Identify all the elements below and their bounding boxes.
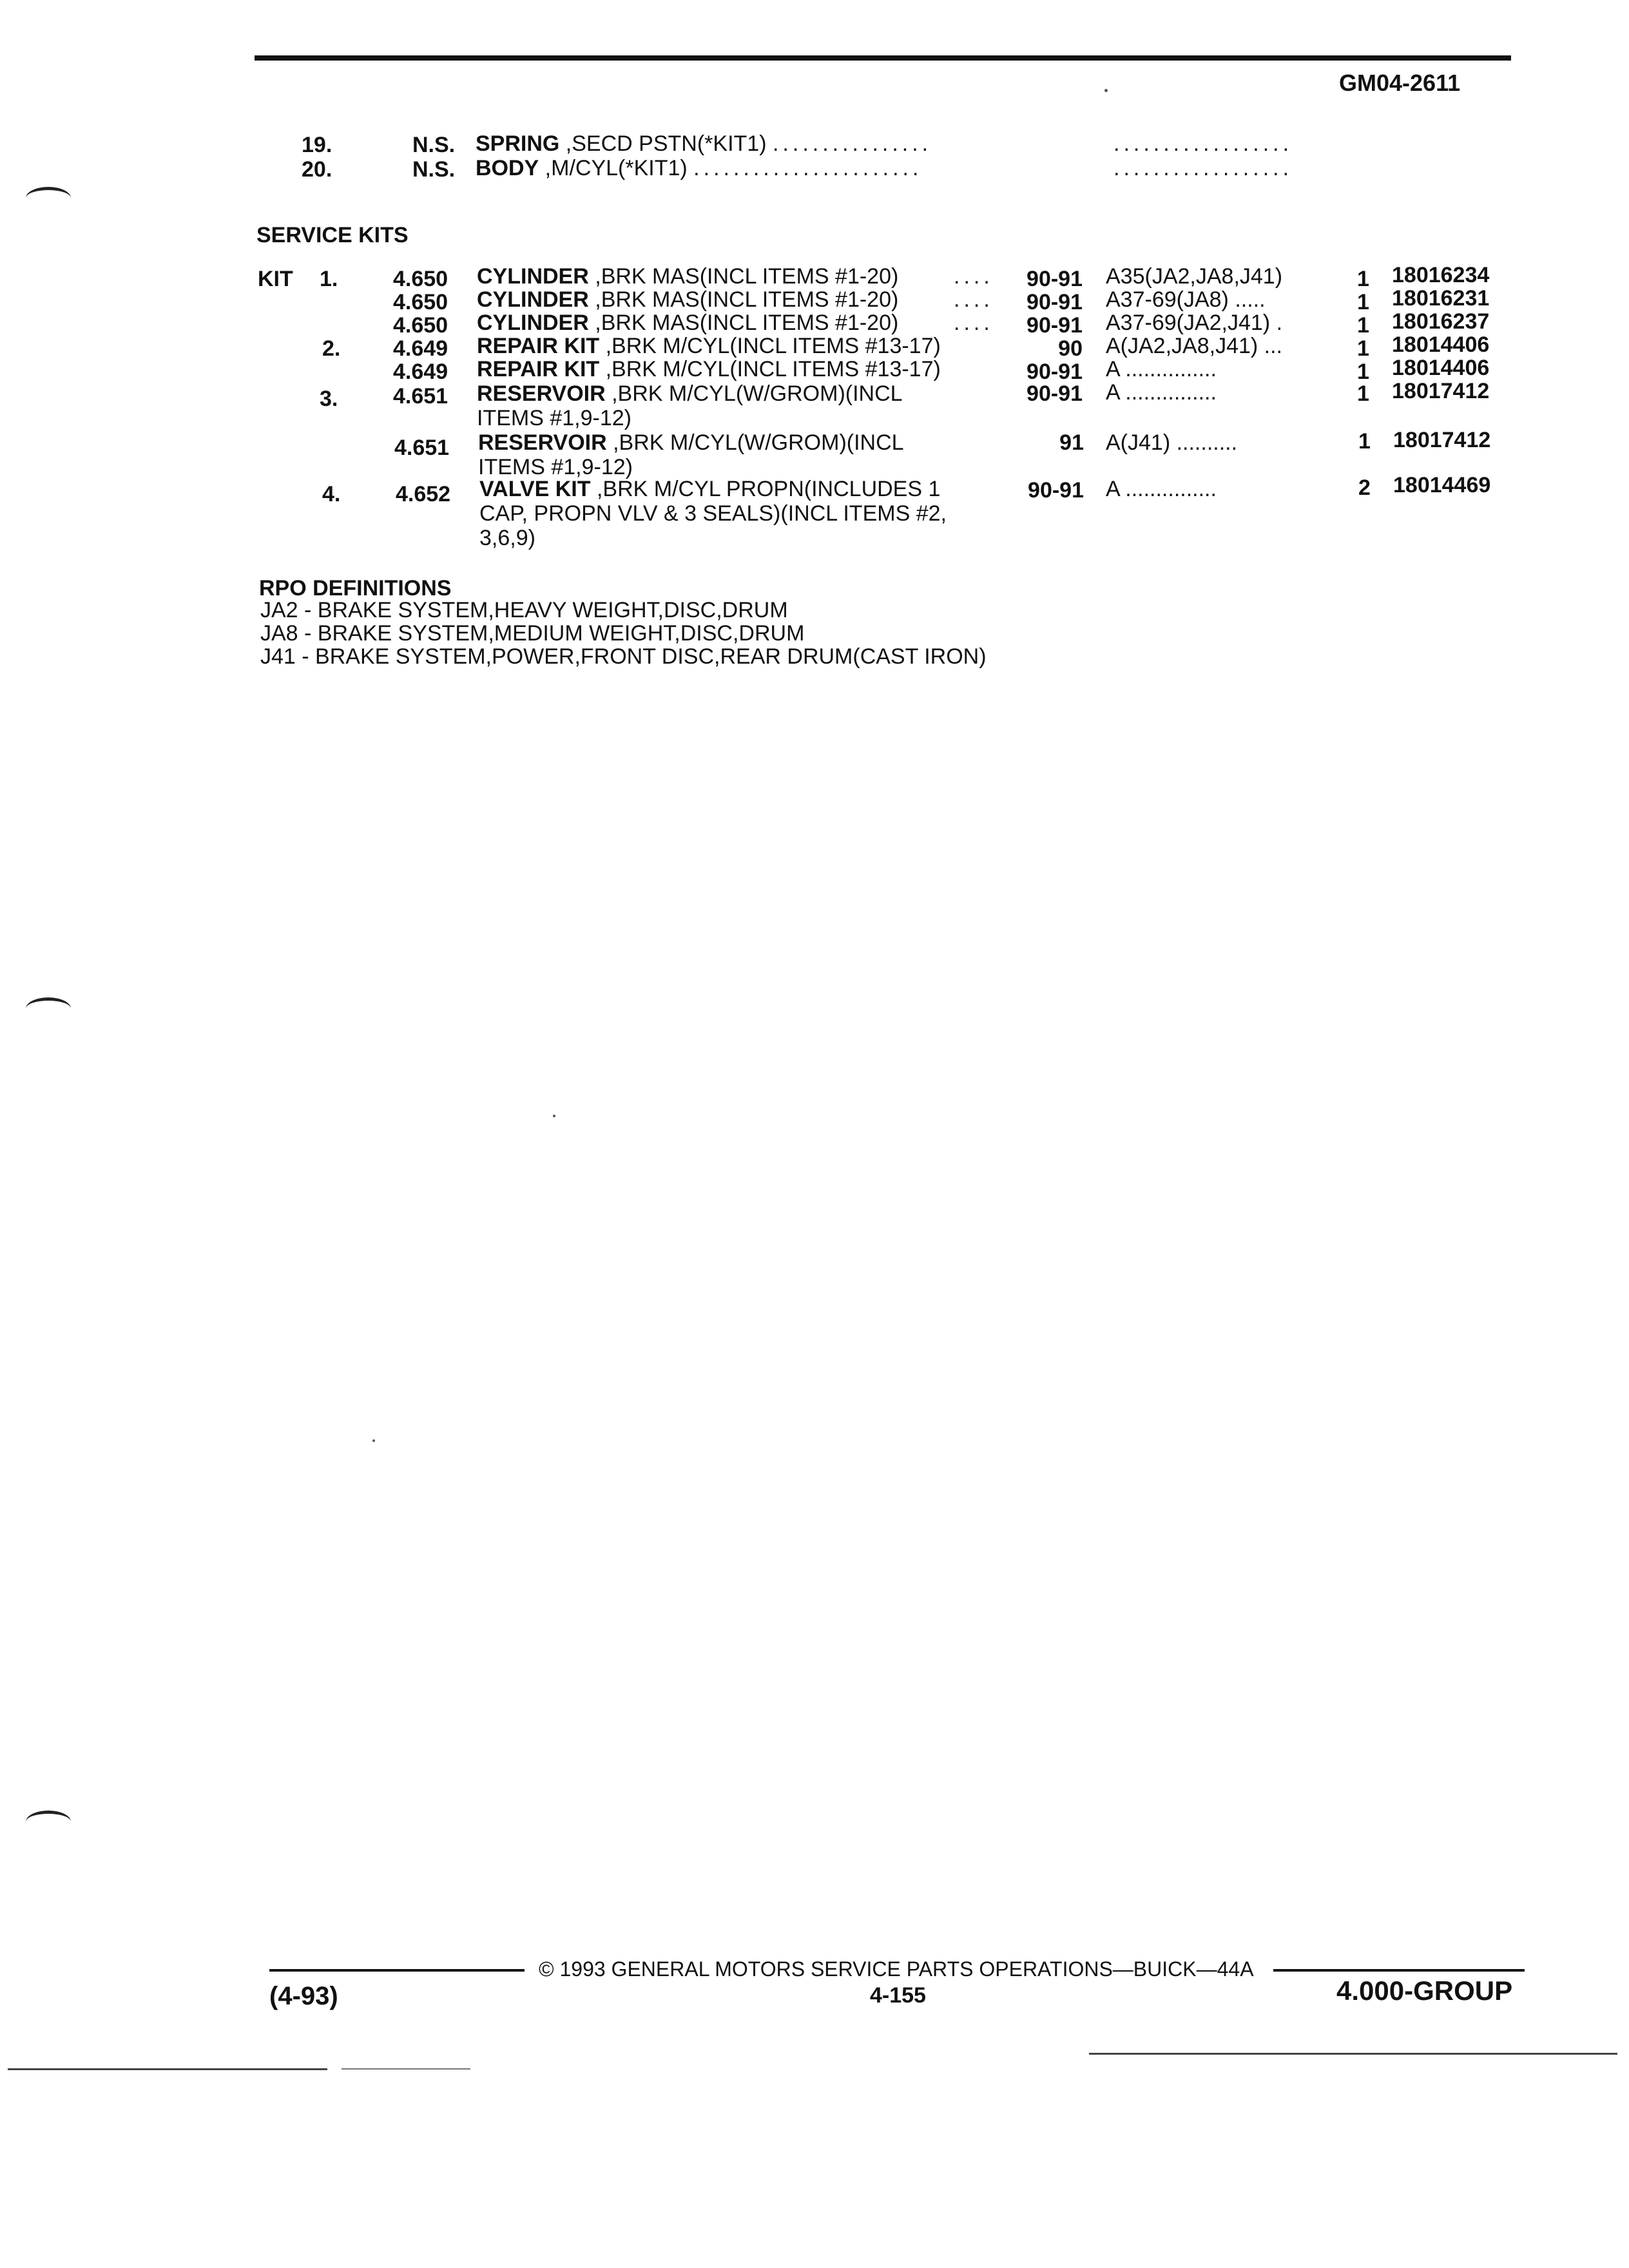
- kit-description-cont: ITEMS #1,9-12): [478, 455, 633, 479]
- kit-label: KIT: [258, 267, 293, 291]
- item-desc: ,M/CYL(*KIT1): [539, 156, 688, 180]
- kit-description-cont: ITEMS #1,9-12): [477, 406, 631, 430]
- kit-description: [478, 430, 904, 455]
- kit-qty: 1: [1357, 336, 1369, 361]
- kit-name: RESERVOIR: [478, 430, 607, 455]
- scan-speck: [553, 1115, 555, 1117]
- kit-desc: ,BRK M/CYL(INCL ITEMS #13-17): [599, 334, 941, 358]
- kit-part-number: 18016231: [1392, 286, 1490, 311]
- kit-ref: 4.649: [393, 336, 448, 361]
- footer-rule-left: [269, 1969, 525, 1972]
- kit-years: 90: [1058, 336, 1083, 361]
- copyright: © 1993 GENERAL MOTORS SERVICE PARTS OPERATIONS—BUICK—44A: [539, 1957, 1254, 1981]
- kit-ref: 4.652: [396, 482, 451, 506]
- leader-dots: ....: [954, 287, 994, 312]
- item-number: 20.: [302, 157, 333, 182]
- kit-part-number: 18014469: [1393, 473, 1491, 497]
- kit-description: [477, 287, 898, 312]
- kit-part-number: 18017412: [1393, 428, 1491, 452]
- leader-dots: ..................: [1113, 131, 1293, 156]
- doc-code: GM04-2611: [1339, 70, 1461, 96]
- kit-desc: ,BRK M/CYL(INCL ITEMS #13-17): [599, 357, 941, 381]
- kit-number: 4.: [322, 482, 341, 506]
- item-number: 19.: [302, 133, 333, 157]
- kit-description: [477, 381, 903, 406]
- item-description: [476, 131, 932, 156]
- kit-qty: 2: [1358, 476, 1371, 500]
- date-code: (4-93): [269, 1982, 338, 2010]
- leader-dots: ................: [772, 131, 932, 156]
- kit-part-number: 18014406: [1392, 332, 1490, 357]
- item-description: [476, 156, 922, 180]
- rpo-definition: JA2 - BRAKE SYSTEM,HEAVY WEIGHT,DISC,DRUM: [260, 598, 788, 622]
- scan-edge-line: [1089, 2053, 1617, 2055]
- section-heading: RPO DEFINITIONS: [259, 576, 452, 601]
- kit-code: A ...............: [1106, 477, 1217, 501]
- header-rule: [255, 55, 1511, 61]
- kit-qty: 1: [1357, 290, 1369, 314]
- kit-code: A ...............: [1106, 357, 1217, 381]
- kit-description: [479, 477, 940, 501]
- kit-part-number: 18016234: [1392, 263, 1490, 287]
- kit-name: RESERVOIR: [477, 381, 606, 406]
- kit-ref: 4.651: [393, 384, 448, 408]
- punch-hole-mark: [26, 1811, 71, 1833]
- leader-dots: ....: [954, 264, 994, 289]
- leader-dots: ....: [954, 311, 994, 335]
- kit-code: A ...............: [1106, 380, 1217, 405]
- kit-code: A37-69(JA8) .....: [1106, 287, 1266, 312]
- scan-speck: [1104, 89, 1108, 92]
- kit-part-number: 18017412: [1392, 379, 1490, 403]
- kit-description: [477, 357, 941, 381]
- page-number: 4-155: [870, 1983, 926, 2008]
- kit-name: CYLINDER: [477, 264, 589, 289]
- kit-ref: 4.650: [393, 313, 448, 338]
- leader-dots: ..................: [1113, 156, 1293, 180]
- kit-name: VALVE KIT: [479, 477, 591, 501]
- footer-rule-right: [1273, 1969, 1525, 1972]
- kit-desc: ,BRK MAS(INCL ITEMS #1-20): [588, 264, 899, 289]
- item-ref: N.S.: [412, 133, 456, 157]
- group-label: 4.000-GROUP: [1336, 1975, 1513, 2006]
- item-desc: ,SECD PSTN(*KIT1): [559, 131, 767, 156]
- kit-number: 2.: [322, 336, 341, 361]
- kit-description-cont: CAP, PROPN VLV & 3 SEALS)(INCL ITEMS #2,: [479, 501, 947, 526]
- kit-part-number: 18016237: [1392, 309, 1490, 334]
- kit-code: A(JA2,JA8,J41) ...: [1106, 334, 1282, 358]
- kit-years: 90-91: [1027, 313, 1083, 338]
- kit-name: CYLINDER: [477, 311, 589, 335]
- scan-edge-line: [8, 2068, 327, 2070]
- kit-code: A35(JA2,JA8,J41): [1106, 264, 1283, 289]
- kit-description-cont: 3,6,9): [479, 526, 535, 550]
- kit-qty: 1: [1357, 360, 1369, 384]
- kit-years: 90-91: [1027, 290, 1083, 314]
- kit-number: 1.: [320, 267, 338, 291]
- item-name: BODY: [476, 156, 539, 180]
- kit-part-number: 18014406: [1392, 356, 1490, 380]
- section-heading: SERVICE KITS: [256, 223, 409, 247]
- kit-desc: ,BRK M/CYL PROPN(INCLUDES 1: [590, 477, 941, 501]
- kit-number: 3.: [320, 387, 338, 411]
- kit-code: A(J41) ..........: [1106, 430, 1238, 455]
- kit-desc: ,BRK M/CYL(W/GROM)(INCL: [605, 381, 903, 406]
- kit-ref: 4.651: [394, 436, 450, 460]
- kit-qty: 1: [1357, 267, 1369, 291]
- scan-edge-line: [342, 2068, 470, 2070]
- kit-name: REPAIR KIT: [477, 334, 600, 358]
- kit-years: 90-91: [1028, 478, 1084, 503]
- kit-ref: 4.650: [393, 290, 448, 314]
- kit-qty: 1: [1358, 429, 1371, 454]
- kit-years: 91: [1059, 430, 1084, 455]
- kit-desc: ,BRK MAS(INCL ITEMS #1-20): [588, 287, 899, 312]
- scan-speck: [372, 1439, 375, 1442]
- kit-name: REPAIR KIT: [477, 357, 600, 381]
- item-ref: N.S.: [412, 157, 456, 182]
- kit-name: CYLINDER: [477, 287, 589, 312]
- kit-code: A37-69(JA2,J41) .: [1106, 311, 1283, 335]
- leader-dots: .......................: [693, 156, 923, 180]
- punch-hole-mark: [26, 187, 71, 209]
- kit-description: [477, 311, 898, 335]
- kit-ref: 4.649: [393, 360, 448, 384]
- kit-desc: ,BRK MAS(INCL ITEMS #1-20): [588, 311, 899, 335]
- kit-desc: ,BRK M/CYL(W/GROM)(INCL: [606, 430, 904, 455]
- punch-hole-mark: [26, 997, 71, 1020]
- kit-years: 90-91: [1027, 381, 1083, 406]
- rpo-definition: JA8 - BRAKE SYSTEM,MEDIUM WEIGHT,DISC,DRUM: [260, 621, 805, 646]
- kit-qty: 1: [1357, 313, 1369, 338]
- kit-description: [477, 264, 898, 289]
- kit-qty: 1: [1357, 381, 1369, 406]
- item-name: SPRING: [476, 131, 560, 156]
- kit-years: 90-91: [1027, 267, 1083, 291]
- kit-ref: 4.650: [393, 267, 448, 291]
- rpo-definition: J41 - BRAKE SYSTEM,POWER,FRONT DISC,REAR DRUM(CAST IRON): [260, 644, 987, 669]
- kit-description: [477, 334, 941, 358]
- kit-years: 90-91: [1027, 360, 1083, 384]
